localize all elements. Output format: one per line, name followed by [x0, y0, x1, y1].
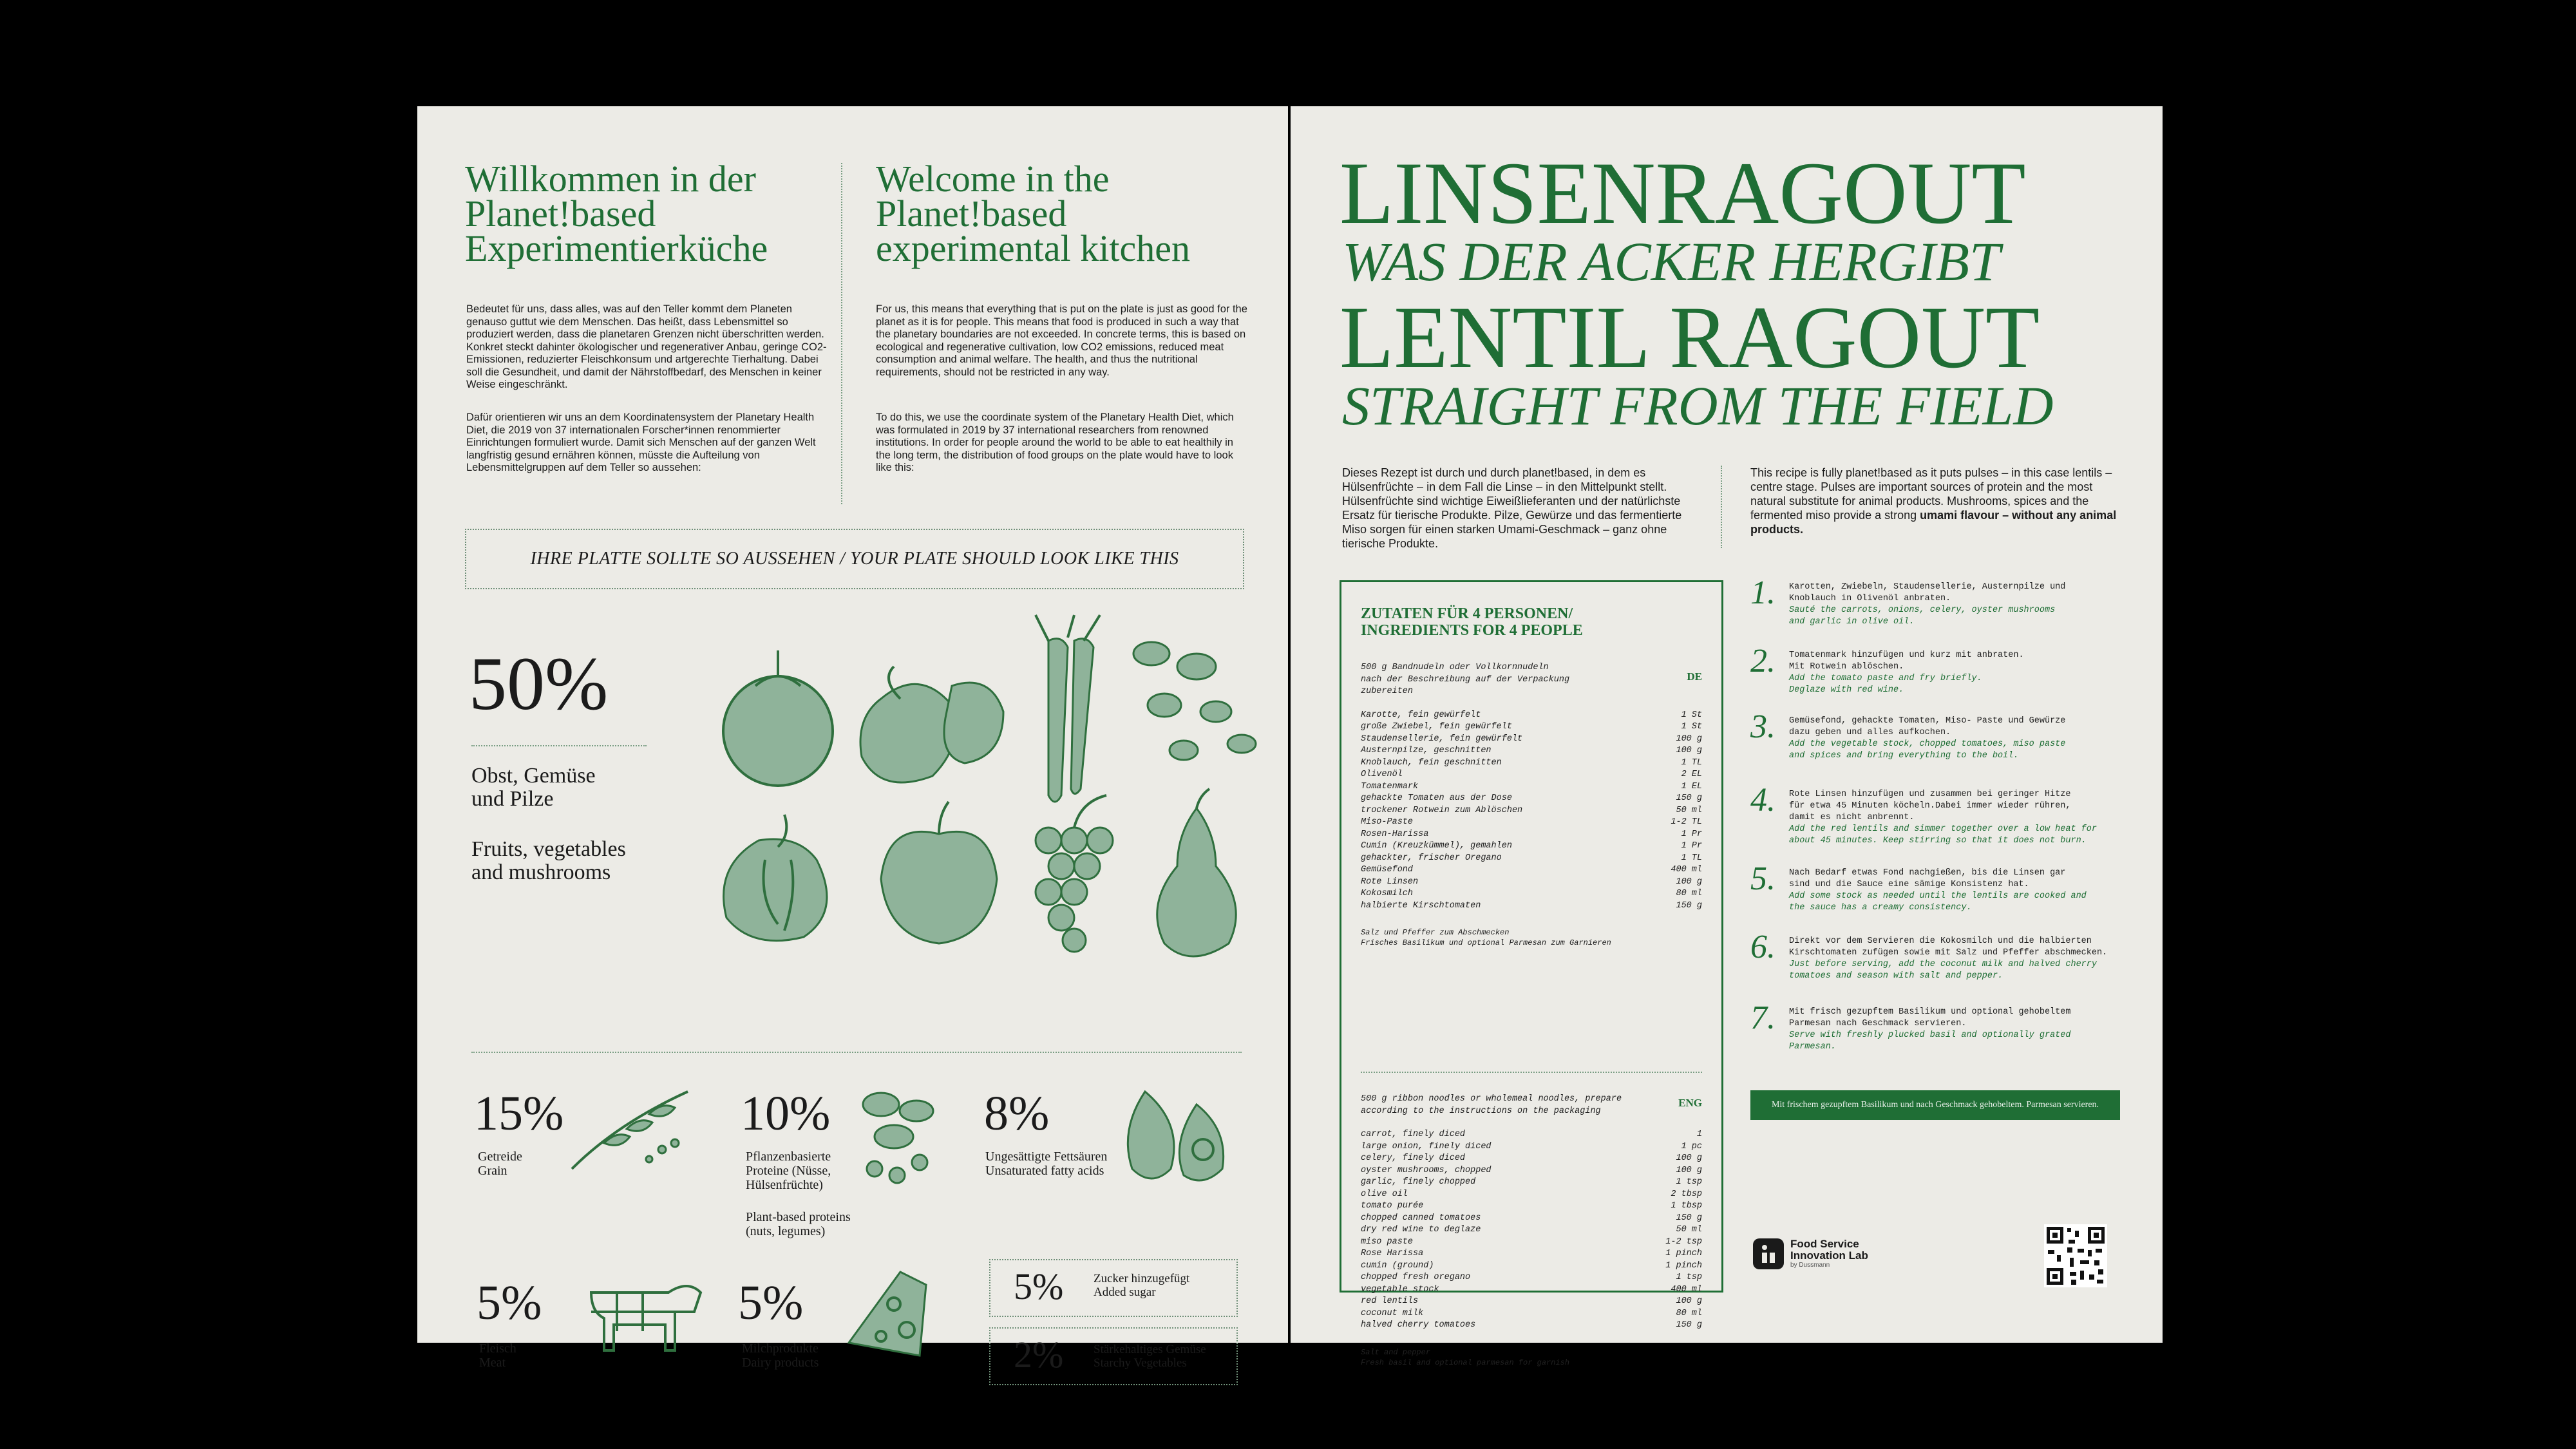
ingredient-amount: 100 g [1676, 1165, 1702, 1175]
ingredient-name: Rose Harissa [1361, 1249, 1424, 1258]
de-heading [465, 158, 768, 269]
step-number: 7. [1750, 999, 1776, 1036]
ingredient-amount: 1 pinch [1665, 1249, 1702, 1258]
veg-label-en-line: and mushrooms [471, 860, 611, 884]
step-text-en: about 45 minutes. Keep stirring so that it does not burn. [1789, 836, 2087, 846]
step-text-en: Add the vegetable stock, chopped tomatoes, miso paste [1789, 739, 2066, 749]
protein-label-en-line: Plant-based proteins [746, 1210, 851, 1224]
meat-label [479, 1341, 516, 1370]
meat-label-de: Fleisch [479, 1341, 516, 1356]
meat-percent: 5% [477, 1276, 542, 1330]
sugar-box [989, 1259, 1238, 1317]
grain-icon [565, 1072, 694, 1188]
veg-label-en-line: Fruits, vegetables [471, 837, 626, 861]
ingredient-amount: 150 g [1676, 1320, 1702, 1330]
veg-label-de-line: Obst, Gemüse [471, 764, 596, 788]
en-row [1361, 1213, 1702, 1225]
protein-label-en-line: (nuts, legumes) [746, 1224, 826, 1238]
ingredient-amount: 50 ml [1676, 1225, 1702, 1235]
ingredient-amount: 1 EL [1681, 781, 1702, 791]
ingredient-name: Miso-Paste [1361, 817, 1414, 827]
fat-label-en: Unsaturated fatty acids [985, 1164, 1104, 1178]
step-text-en: Parmesan. [1789, 1042, 1836, 1052]
step-text-en: Just before serving, add the coconut milk and halved cherry [1789, 960, 2097, 969]
step-number: 6. [1750, 929, 1776, 965]
ingredient-name: miso paste [1361, 1236, 1414, 1247]
de-row [1361, 817, 1702, 829]
de-row [1361, 745, 1702, 757]
logo-line1: Food Service [1790, 1238, 1859, 1250]
protein-label-en [746, 1210, 851, 1238]
tomato-icon [723, 650, 833, 786]
ingredients-de-intro [1361, 662, 1702, 698]
de-row [1361, 864, 1702, 876]
ingredient-name: vegetable stock [1361, 1284, 1439, 1294]
step-text [1789, 650, 2024, 696]
vegetable-illustrations [688, 615, 1267, 1027]
step-text [1789, 582, 2065, 628]
step-text [1789, 936, 2107, 982]
en-row [1361, 1260, 1702, 1273]
step-text-de: Nach Bedarf etwas Fond nachgießen, bis die Linsen gar [1789, 868, 2066, 878]
ingredient-name: Kokosmilch [1361, 889, 1414, 898]
ingredient-name: Rote Linsen [1361, 876, 1419, 887]
qr-code-icon [2044, 1224, 2107, 1287]
protein-percent: 10% [741, 1086, 831, 1141]
sugar-label-en: Added sugar [1094, 1285, 1156, 1299]
plate-banner: IHRE PLATTE SOLLTE SO AUSSEHEN / YOUR PLATE SHOULD LOOK LIKE THIS [465, 529, 1244, 589]
ingredient-name: coconut milk [1361, 1308, 1424, 1318]
recipe-intro-en [1750, 466, 2117, 536]
grain-percent: 15% [474, 1086, 564, 1141]
ingredients-en-intro-line: according to the instructions on the packaging [1361, 1106, 1601, 1116]
step-number: 2. [1750, 643, 1776, 679]
step-text-de: dazu geben und alles aufkochen. [1789, 728, 1951, 737]
ingredient-amount: 1 pinch [1665, 1260, 1702, 1271]
step-item [1750, 574, 2065, 628]
step-number: 1. [1750, 574, 1776, 611]
ingredients-en-footer-line: Salt and pepper [1361, 1347, 1431, 1357]
ingredients-title-line: INGREDIENTS FOR 4 PEOPLE [1361, 622, 1583, 639]
ingredient-name: Staudensellerie, fein gewürfelt [1361, 734, 1523, 744]
ingredient-name: Olivenöl [1361, 770, 1403, 779]
ingredients-en-intro-line: 500 g ribbon noodles or wholemeal noodles, prepare [1361, 1094, 1622, 1104]
step-text [1789, 1007, 2070, 1053]
ingredient-amount: 100 g [1676, 1153, 1702, 1163]
ingredient-name: celery, finely diced [1361, 1153, 1466, 1163]
ingredient-name: Tomatenmark [1361, 781, 1419, 791]
starch-label-de: Stärkehaltiges Gemüse [1094, 1343, 1206, 1356]
serving-note-bar: Mit frischem gezupftem Basilikum und nach Geschmack gehobeltem. Parmesan servieren. [1750, 1090, 2120, 1120]
de-row [1361, 805, 1702, 817]
step-text-en: Add the tomato paste and fry briefly. [1789, 674, 1982, 683]
step-text-de: damit es nicht anbrennt. [1789, 813, 1915, 822]
starch-label [1094, 1343, 1206, 1370]
ingredient-name: large onion, finely diced [1361, 1141, 1492, 1151]
en-row [1361, 1320, 1702, 1332]
ingredient-name: cumin (ground) [1361, 1260, 1434, 1271]
ingredient-amount: 150 g [1676, 793, 1702, 803]
step-text-de: Karotten, Zwiebeln, Staudensellerie, Austernpilze und [1789, 582, 2066, 592]
en-row [1361, 1200, 1702, 1213]
dairy-label-de: Milchprodukte [742, 1341, 819, 1356]
recipe-subtitle-en: STRAIGHT FROM THE FIELD [1342, 375, 2054, 437]
logo [1753, 1238, 1868, 1269]
step-text-de: Parmesan nach Geschmack servieren. [1789, 1019, 1967, 1028]
sugar-label [1094, 1272, 1189, 1299]
en-row [1361, 1296, 1702, 1308]
step-text-de: Rote Linsen hinzufügen und zusammen bei geringer Hitze [1789, 790, 2071, 799]
lang-tag-de: DE [1687, 670, 1702, 683]
step-text-en: Deglaze with red wine. [1789, 685, 1904, 695]
column-divider [841, 163, 842, 504]
ingredient-name: carrot, finely diced [1361, 1130, 1466, 1139]
en-row [1361, 1177, 1702, 1189]
en-heading [876, 158, 1190, 269]
step-number: 4. [1750, 782, 1776, 819]
ingredient-amount: 150 g [1676, 900, 1702, 911]
en-row [1361, 1153, 1702, 1165]
step-text-en: tomatoes and season with salt and pepper. [1789, 971, 2003, 981]
de-row [1361, 769, 1702, 781]
de-row [1361, 781, 1702, 793]
step-text-en: and garlic in olive oil. [1789, 617, 1915, 627]
en-heading-line: experimental kitchen [876, 227, 1190, 269]
ingredient-amount: 1 tsp [1676, 1273, 1702, 1282]
ingredient-name: halbierte Kirschtomaten [1361, 900, 1481, 911]
ingredient-name: Austernpilze, geschnitten [1361, 746, 1492, 755]
grain-label-en: Grain [478, 1164, 507, 1178]
recipe-title-en: LENTIL RAGOUT [1340, 288, 2040, 386]
de-row [1361, 793, 1702, 805]
ingredient-amount: 150 g [1676, 1213, 1702, 1223]
ingredient-amount: 400 ml [1671, 1284, 1702, 1294]
sugar-label-de: Zucker hinzugefügt [1094, 1272, 1190, 1285]
ingredients-divider [1361, 1072, 1702, 1073]
en-diet-paragraph: To do this, we use the coordinate system of the Planetary Health Diet, which was formulated in 2019 by 37 international researchers from renowned institutions. In order for people around the world to be able to eat healthily in the long term, the distribution of food groups on the plate would have to look like this: [876, 412, 1234, 473]
ingredient-amount: 2 EL [1681, 770, 1702, 779]
ingredients-de-footer-line: Salz und Pfeffer zum Abschmecken [1361, 928, 1510, 937]
en-row [1361, 1165, 1702, 1177]
cheese-icon [842, 1265, 933, 1362]
recipe-intro-en-text: This recipe is fully planet!based as it puts pulses – in this case lentils – centre stage. Pulses are important sources of protein and the most natural substitute for animal products. Mushrooms, spices and the fermented miso provide a strong [1750, 466, 2112, 522]
step-text-en: Add the red lentils and simmer together over a low heat for [1789, 824, 2097, 834]
veg-label-de-line: und Pilze [471, 787, 554, 811]
en-row [1361, 1272, 1702, 1284]
ingredients-de-footer-line: Frisches Basilikum und optional Parmesan zum Garnieren [1361, 938, 1611, 947]
en-row [1361, 1284, 1702, 1296]
ingredient-name: halved cherry tomatoes [1361, 1320, 1476, 1330]
step-text-de: Gemüsefond, gehackte Tomaten, Miso- Paste und Gewürze [1789, 716, 2066, 726]
step-text-en: the sauce has a creamy consistency. [1789, 903, 1972, 913]
en-heading-line: Planet!based [876, 193, 1067, 234]
avocado-icon [1119, 1079, 1235, 1188]
starch-box [989, 1327, 1238, 1385]
logo-line3: by Dussmann [1790, 1262, 1830, 1269]
de-row [1361, 853, 1702, 865]
en-row [1361, 1236, 1702, 1249]
recipe-intro-en-bold: umami flavour – without any animal products. [1750, 509, 2117, 536]
ingredients-en-intro [1361, 1094, 1702, 1117]
step-text-en: Sauté the carrots, onions, celery, oyster mushrooms [1789, 605, 2056, 615]
en-heading-line: Welcome in the [876, 158, 1110, 200]
dairy-label-en: Dairy products [742, 1356, 819, 1370]
ingredient-name: olive oil [1361, 1189, 1408, 1199]
ingredients-de-intro-line: nach der Beschreibung auf der Verpackung [1361, 674, 1570, 685]
ingredient-amount: 50 ml [1676, 805, 1702, 815]
grain-label [478, 1150, 522, 1178]
protein-label-de-line: Hülsenfrüchte) [746, 1178, 823, 1192]
en-row [1361, 1308, 1702, 1320]
ingredient-amount: 400 ml [1671, 865, 1702, 875]
ingredient-amount: 1 Pr [1681, 829, 1702, 839]
step-number: 3. [1750, 708, 1776, 745]
right-page [1291, 106, 2163, 1367]
en-intro-paragraph: For us, this means that everything that is put on the plate is just as good for the planet as it is for people. This means that food is produced in such a way that the planetary boundaries are not exceeded. In concrete terms, this is based on ecological and regenerative cultivation, low CO2 emissions, reduced meat consumption and animal welfare. The health, and thus the nutritional requirements, should not be restricted in any way. [876, 303, 1247, 378]
veg-label-en [471, 838, 626, 884]
ingredient-amount: 1 tsp [1676, 1177, 1702, 1187]
ingredient-amount: 80 ml [1676, 889, 1702, 898]
ingredients-box [1340, 580, 1723, 1367]
ingredient-name: tomato purée [1361, 1201, 1424, 1211]
veg-rule [471, 745, 647, 746]
step-item [1750, 928, 2107, 982]
ingredient-name: oyster mushrooms, chopped [1361, 1165, 1492, 1175]
meat-label-en: Meat [479, 1356, 506, 1370]
mushroom-icon [1133, 642, 1256, 760]
ingredients-de-intro-line: 500 g Bandnudeln oder Vollkornnudeln [1361, 663, 1549, 672]
ingredient-amount: 1 St [1681, 710, 1702, 720]
section-divider [471, 1052, 1242, 1053]
de-row [1361, 829, 1702, 841]
ingredient-amount: 100 g [1676, 746, 1702, 755]
lang-tag-en: ENG [1678, 1097, 1702, 1109]
ingredient-amount: 1 tbsp [1671, 1201, 1702, 1211]
ingredients-en [1361, 1094, 1702, 1368]
de-row [1361, 734, 1702, 746]
de-row [1361, 757, 1702, 770]
ingredient-name: große Zwiebel, fein gewürfelt [1361, 722, 1512, 732]
step-text-de: Mit frisch gezupftem Basilikum und optional gehobeltem [1789, 1007, 2071, 1017]
de-row [1361, 900, 1702, 913]
step-item [1750, 999, 2070, 1053]
carrot-icon [1036, 615, 1100, 802]
grain-label-de: Getreide [478, 1150, 522, 1164]
ingredient-name: trockener Rotwein zum Ablöschen [1361, 805, 1523, 815]
ingredients-de [1361, 662, 1702, 948]
step-text-en: and spices and bring everything to the boil. [1789, 751, 2019, 761]
logo-line2: Innovation Lab [1790, 1249, 1868, 1262]
protein-label-de-line: Pflanzenbasierte [746, 1150, 831, 1164]
ingredient-name: Rosen-Harissa [1361, 829, 1429, 839]
en-row [1361, 1224, 1702, 1236]
apple-icon [881, 802, 997, 943]
garlic-icon [724, 815, 827, 941]
ingredient-amount: 100 g [1676, 876, 1702, 887]
ingredient-name: garlic, finely chopped [1361, 1177, 1476, 1187]
ingredient-amount: 100 g [1676, 1296, 1702, 1306]
cow-icon [578, 1267, 707, 1363]
pepper-icon [860, 667, 1003, 782]
ingredient-name: Knoblauch, fein geschnitten [1361, 757, 1502, 768]
de-row [1361, 840, 1702, 853]
step-item [1750, 708, 2065, 762]
de-row [1361, 721, 1702, 734]
step-number: 5. [1750, 860, 1776, 897]
step-text-de: Mit Rotwein ablöschen. [1789, 662, 1904, 672]
starch-percent: 2% [1014, 1334, 1064, 1376]
ingredient-amount: 1 St [1681, 722, 1702, 732]
step-text-en: Serve with freshly plucked basil and optionally grated [1789, 1030, 2071, 1040]
fat-label-de: Ungesättigte Fettsäuren [985, 1150, 1108, 1164]
ingredient-amount: 1 TL [1681, 853, 1702, 863]
qr-code-graphic [2044, 1224, 2107, 1287]
ingredients-en-footer-line: Fresh basil and optional parmesan for garnish [1361, 1358, 1570, 1367]
ingredient-name: dry red wine to deglaze [1361, 1225, 1481, 1235]
ingredient-amount: 100 g [1676, 734, 1702, 744]
ingredients-title-line: ZUTATEN FÜR 4 PERSONEN/ [1361, 605, 1573, 622]
step-item [1750, 781, 2097, 847]
protein-label-de-line: Proteine (Nüsse, [746, 1164, 831, 1178]
protein-label-de [746, 1150, 831, 1192]
ingredient-amount: 80 ml [1676, 1308, 1702, 1318]
step-text-de: Knoblauch in Olivenöl anbraten. [1789, 594, 1951, 603]
recipe-subtitle-de: WAS DER ACKER HERGIBT [1342, 231, 2000, 292]
fat-percent: 8% [984, 1086, 1050, 1141]
ingredient-amount: 1-2 TL [1671, 817, 1702, 827]
step-text-de: für etwa 45 Minuten köcheln.Dabei immer wieder rühren, [1789, 801, 2071, 811]
step-text-de: sind und die Sauce eine sämige Konsistenz hat. [1789, 880, 2029, 889]
step-text [1789, 715, 2065, 762]
ingredients-de-list [1361, 710, 1702, 913]
ingredient-name: red lentils [1361, 1296, 1419, 1306]
pear-icon [1157, 789, 1236, 956]
de-diet-paragraph: Dafür orientieren wir uns an dem Koordinatensystem der Planetary Health Diet, die 2019 von 37 internationalen Forscher*innen renommierter Einrichtungen formuliert wurde. Damit sich Menschen auf der ganzen Welt langfristig gesund ernähren können, müsste die Aufteilung von Lebensmittelgruppen auf dem Teller so aussehen: [466, 412, 816, 473]
ingredient-name: chopped canned tomatoes [1361, 1213, 1481, 1223]
step-text-de: Direkt vor dem Servieren die Kokosmilch und die halbierten [1789, 936, 2092, 946]
de-row [1361, 710, 1702, 722]
de-heading-line: Experimentierküche [465, 227, 768, 269]
ingredient-amount: 1-2 tsp [1665, 1236, 1702, 1247]
de-row [1361, 888, 1702, 900]
recipe-intro-de: Dieses Rezept ist durch und durch planet!based, in dem es Hülsenfrüchte – in dem Fall die Linse – in den Mittelpunkt stellt. Hülsenfrüchte sind wichtige Eiweißlieferanten und der natürlichste Ersatz für tierische Produkte. Pilze, Gewürze und das fermentierte Miso sorgen für einen starken Umami-Geschmack – ganz ohne tierische Produkte. [1342, 466, 1682, 550]
veg-percent: 50% [469, 641, 609, 726]
ingredient-amount: 1 TL [1681, 757, 1702, 768]
dairy-percent: 5% [738, 1276, 804, 1330]
ingredients-en-footer [1361, 1347, 1702, 1368]
ingredient-name: Gemüsefond [1361, 865, 1414, 875]
ingredient-name: gehackte Tomaten aus der Dose [1361, 793, 1512, 803]
recipe-title-de: LINSENRAGOUT [1340, 144, 2026, 242]
starch-label-en: Starchy Vegetables [1094, 1356, 1187, 1370]
ingredient-name: Cumin (Kreuzkümmel), gemahlen [1361, 841, 1512, 851]
ingredient-name: Karotte, fein gewürfelt [1361, 710, 1481, 720]
grapes-icon [1036, 795, 1113, 952]
left-page [417, 106, 1288, 1376]
step-text-de: Kirschtomaten zufügen sowie mit Salz und Pfeffer abschmecken. [1789, 948, 2108, 958]
en-row [1361, 1248, 1702, 1260]
logo-text [1790, 1238, 1868, 1269]
ingredient-amount: 1 [1696, 1130, 1702, 1139]
ingredient-amount: 2 tbsp [1671, 1189, 1702, 1199]
ingredients-title [1361, 605, 1583, 639]
en-row [1361, 1129, 1702, 1141]
step-item [1750, 642, 2024, 696]
fat-label [985, 1150, 1107, 1178]
en-row [1361, 1141, 1702, 1153]
step-text-de: Tomatenmark hinzufügen und kurz mit anbraten. [1789, 650, 2024, 660]
ingredient-name: gehackter, frischer Oregano [1361, 853, 1502, 863]
de-heading-line: Planet!based [465, 193, 656, 234]
step-item [1750, 860, 2087, 914]
step-text [1789, 867, 2087, 914]
veg-label-de [471, 764, 596, 811]
de-row [1361, 876, 1702, 889]
dairy-label [742, 1341, 819, 1370]
ingredients-de-intro-line: zubereiten [1361, 687, 1414, 696]
ingredients-en-list [1361, 1129, 1702, 1332]
ingredients-de-footer [1361, 927, 1702, 948]
nuts-icon [855, 1085, 939, 1195]
en-row [1361, 1189, 1702, 1201]
ingredient-amount: 1 Pr [1681, 841, 1702, 851]
de-heading-line: Willkommen in der [465, 158, 756, 200]
de-intro-paragraph: Bedeutet für uns, dass alles, was auf den Teller kommt dem Planeten genauso guttut wie dem Menschen. Das heißt, dass Lebensmittel so produziert werden, dass die planetaren Grenzen nicht überschritten werden. Konkret steckt dahinter ökologischer und regenerativer Anbau, geringe CO2-Emissionen, reduzierter Fleischkonsum und artgerechte Tierhaltung. Dabei soll die Gesundheit, und damit der Nährstoffbedarf, des Menschen in keiner Weise eingeschränkt. [466, 303, 827, 390]
ingredient-amount: 1 pc [1681, 1141, 1702, 1151]
logo-mark-icon [1753, 1238, 1784, 1269]
ingredient-name: chopped fresh oregano [1361, 1273, 1471, 1282]
step-text-en: Add some stock as needed until the lentils are cooked and [1789, 891, 2087, 901]
intro-divider [1721, 466, 1722, 548]
step-text [1789, 789, 2097, 847]
sugar-percent: 5% [1014, 1265, 1064, 1307]
